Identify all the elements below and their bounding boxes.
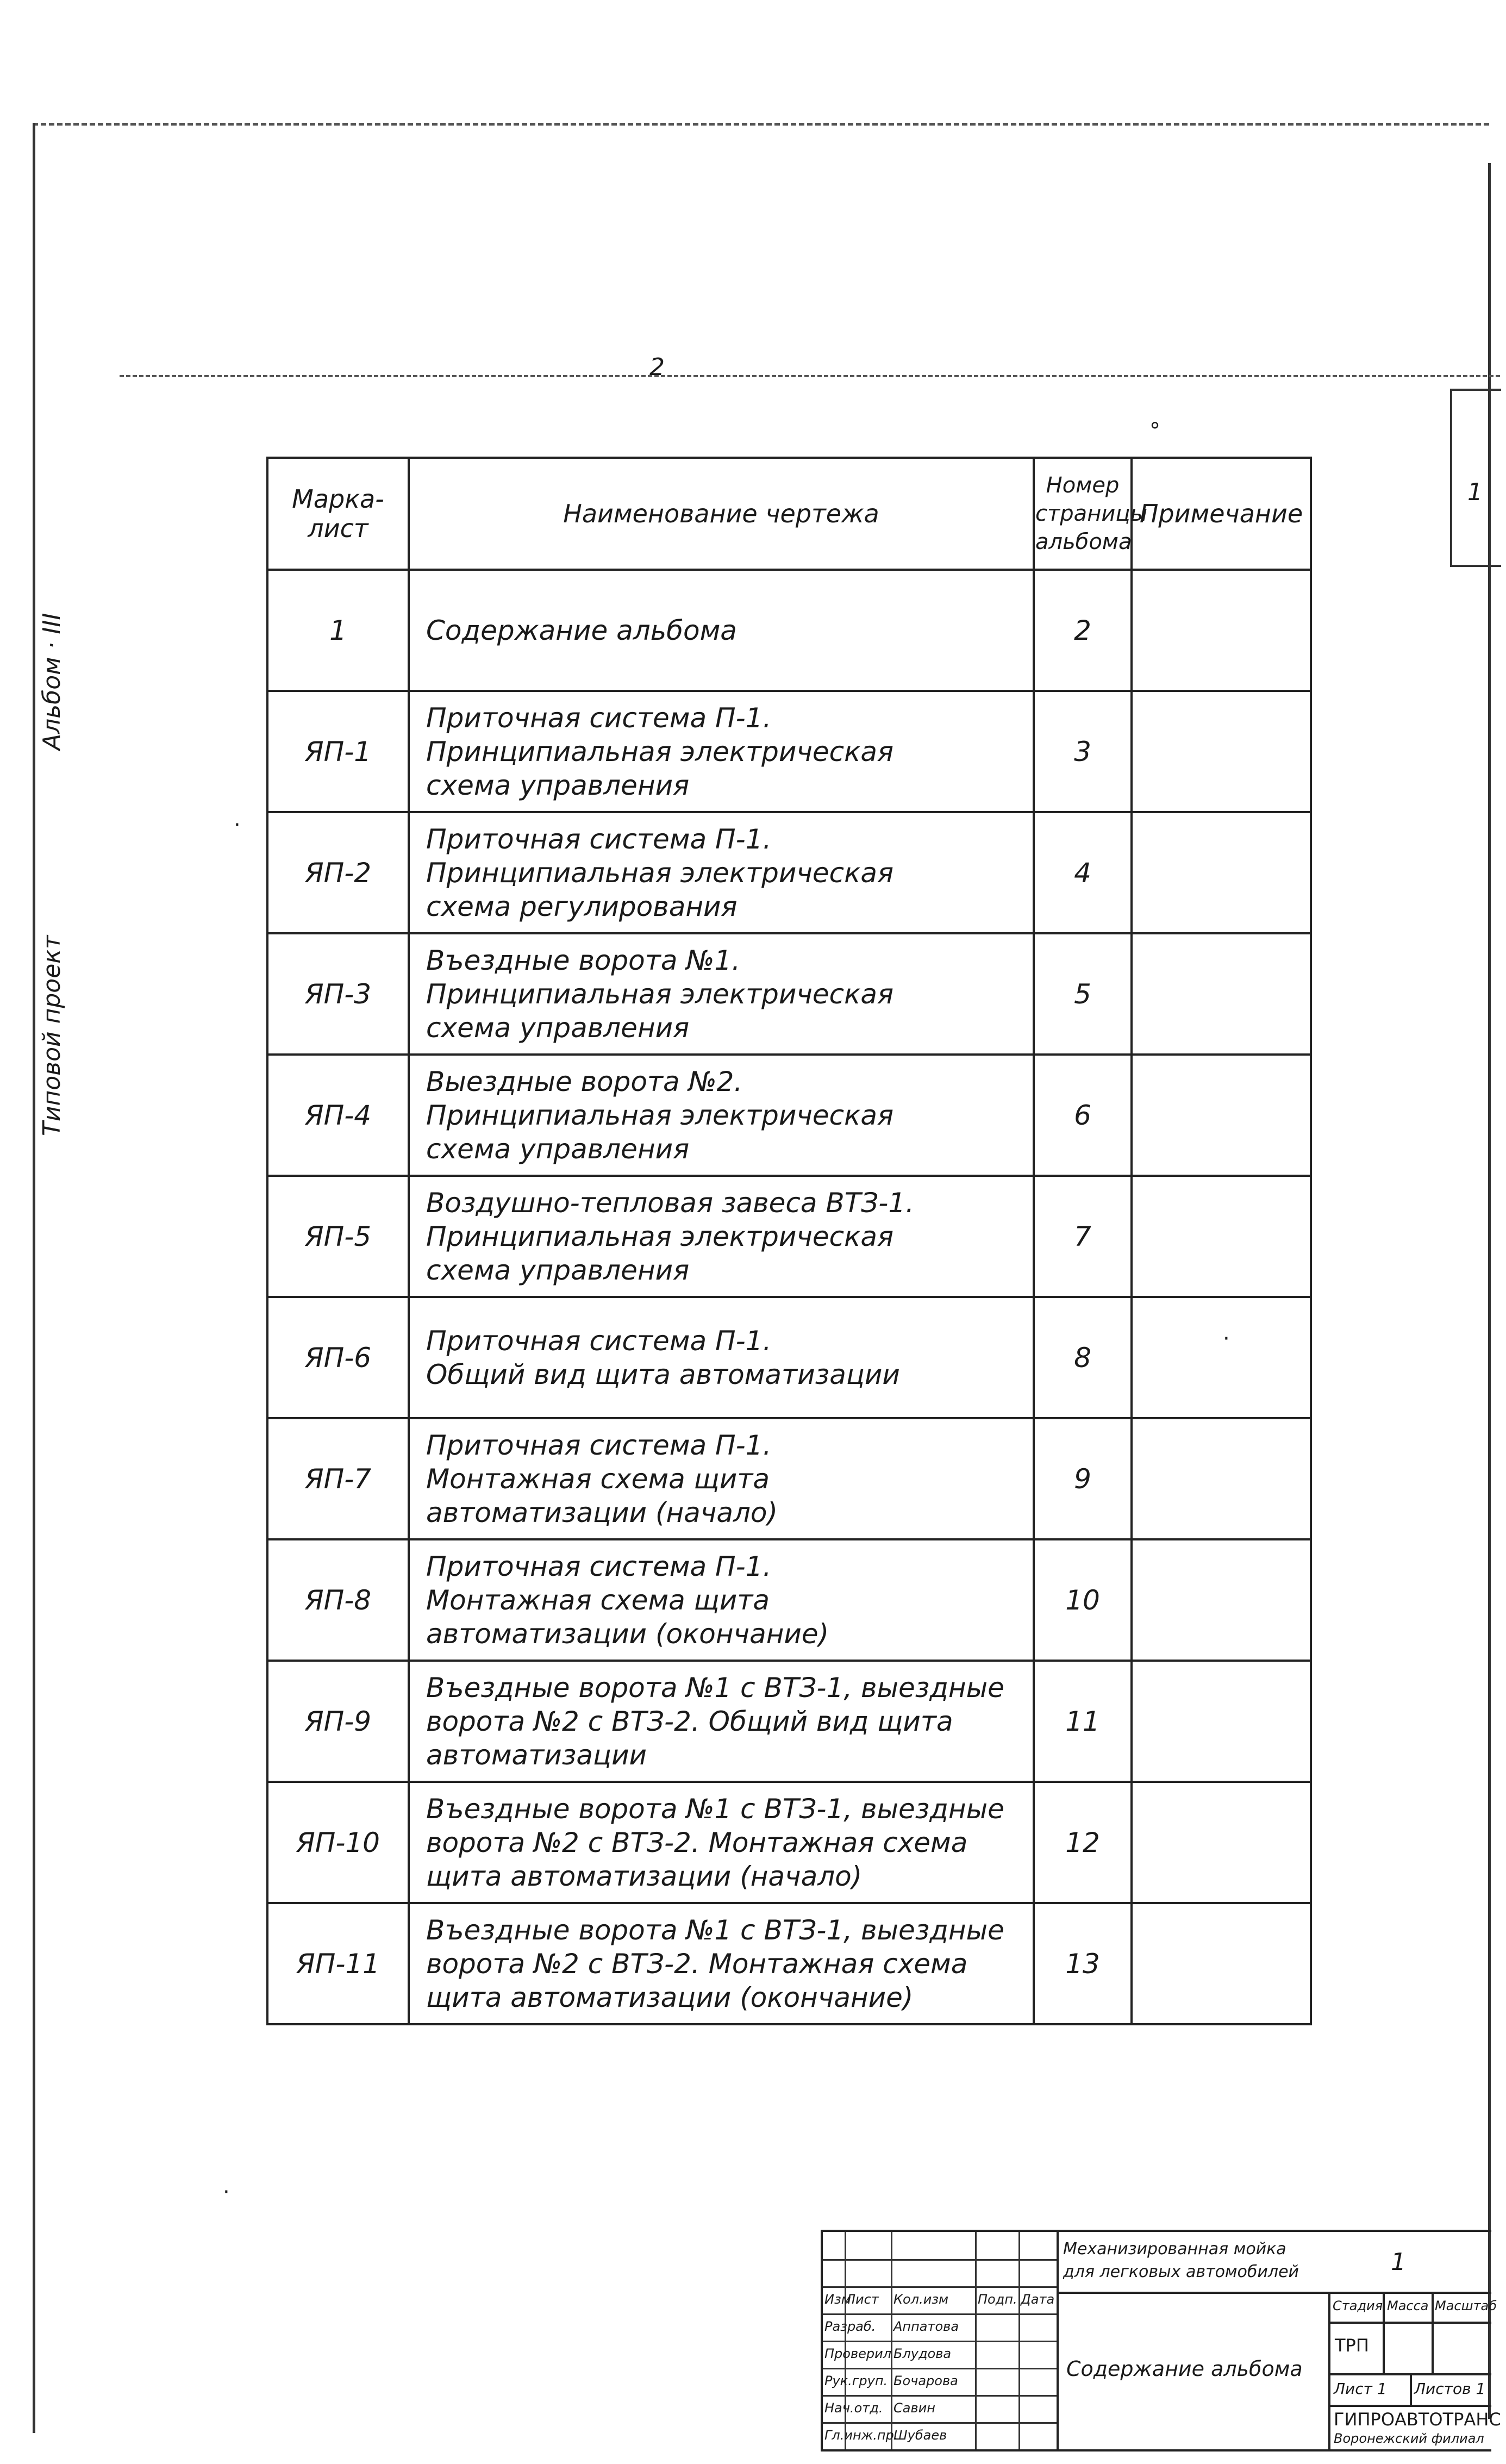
- album-page-number: 5: [1034, 933, 1132, 1055]
- note-cell: [1132, 570, 1311, 691]
- corner-box: [1450, 389, 1501, 567]
- grid-header-count: Кол.изм: [893, 2292, 949, 2307]
- drawing-name-line: Монтажная схема щита: [426, 1584, 770, 1616]
- drawing-name-line: щита автоматизации (начало): [426, 1860, 863, 1892]
- sheet-title: Содержание альбома: [1066, 2357, 1303, 2381]
- album-page-number: 2: [1034, 570, 1132, 691]
- person-name: Блудова: [893, 2346, 952, 2361]
- note-cell: [1132, 1297, 1311, 1418]
- corner-mark: 1: [1467, 478, 1483, 506]
- frame-top-dashed-line: [33, 123, 1489, 126]
- scale-label: Масштаб: [1435, 2298, 1497, 2313]
- note-cell: [1132, 1055, 1311, 1176]
- drawing-name-line: Въездные ворота №1.: [426, 944, 741, 976]
- drawing-name-line: автоматизации: [426, 1739, 647, 1771]
- contents-table: [266, 457, 1312, 2025]
- page-number: 2: [649, 353, 665, 381]
- drawing-name-line: Принципиальная электрическая: [426, 857, 894, 889]
- drawing-code: ЯП-8: [267, 1539, 409, 1661]
- table-row: [267, 570, 1311, 691]
- person-name: Шубаев: [893, 2428, 947, 2443]
- drawing-name-line: Приточная система П-1.: [426, 1325, 772, 1357]
- drawing-name-line: Выездные ворота №2.: [426, 1065, 743, 1097]
- grid-header-date: Дата: [1021, 2292, 1055, 2307]
- speck-dot: ·: [1223, 1326, 1230, 1351]
- drawing-name: [409, 1903, 1034, 2024]
- drawing-name: [409, 1539, 1034, 1661]
- note-cell: [1132, 1176, 1311, 1297]
- note-cell: [1132, 1903, 1311, 2024]
- table-row: [267, 1055, 1311, 1176]
- drawing-code: ЯП-9: [267, 1661, 409, 1782]
- album-page-number: 12: [1034, 1782, 1132, 1903]
- header-dashed-line: [120, 375, 1500, 377]
- drawing-name: [409, 570, 1034, 691]
- drawing-name: [409, 1055, 1034, 1176]
- album-number: 1: [1391, 2248, 1406, 2276]
- grid-header-list: Лист: [846, 2292, 879, 2307]
- table-row: [267, 812, 1311, 933]
- header-page: Номер страницы альбома: [1034, 458, 1132, 570]
- table-header-row: [267, 458, 1311, 570]
- drawing-name-line: Принципиальная электрическая: [426, 1099, 894, 1131]
- frame-left-line: [33, 123, 35, 2433]
- drawing-name-line: Принципиальная электрическая: [426, 1220, 894, 1252]
- note-cell: [1132, 1661, 1311, 1782]
- stage-label: Стадия: [1333, 2298, 1383, 2313]
- drawing-name-line: автоматизации (окончание): [426, 1618, 829, 1650]
- speck-dot: °: [1149, 419, 1160, 444]
- drawing-code: ЯП-6: [267, 1297, 409, 1418]
- title-block-signature-grid: [823, 2232, 1059, 2449]
- drawing-name-line: ворота №2 с ВТЗ-2. Монтажная схема: [426, 1826, 968, 1858]
- note-cell: [1132, 812, 1311, 933]
- title-block: [821, 2230, 1501, 2451]
- drawing-code: ЯП-7: [267, 1418, 409, 1539]
- person-role: Рук.груп.: [824, 2373, 888, 2388]
- drawing-name-line: Воздушно-тепловая завеса ВТЗ-1.: [426, 1187, 915, 1219]
- album-page-number: 6: [1034, 1055, 1132, 1176]
- album-page-number: 7: [1034, 1176, 1132, 1297]
- table-row: [267, 1782, 1311, 1903]
- drawing-code: ЯП-2: [267, 812, 409, 933]
- drawing-name-line: схема управления: [426, 1254, 690, 1286]
- speck-dot: ·: [223, 2180, 230, 2205]
- drawing-name-line: Монтажная схема щита: [426, 1463, 770, 1495]
- drawing-code: ЯП-11: [267, 1903, 409, 2024]
- table-row: [267, 1297, 1311, 1418]
- drawing-name-line: Приточная система П-1.: [426, 823, 772, 855]
- album-page-number: 10: [1034, 1539, 1132, 1661]
- drawing-name: [409, 1782, 1034, 1903]
- person-role: Нач.отд.: [824, 2400, 883, 2416]
- drawing-code: 1: [267, 570, 409, 691]
- person-name: Савин: [893, 2400, 935, 2416]
- drawing-code: ЯП-1: [267, 691, 409, 812]
- drawing-name: [409, 691, 1034, 812]
- album-page-number: 11: [1034, 1661, 1132, 1782]
- project-title-line-1: Механизированная мойка: [1063, 2240, 1286, 2259]
- note-cell: [1132, 1539, 1311, 1661]
- drawing-name-line: Приточная система П-1.: [426, 1429, 772, 1461]
- drawing-name-line: Приточная система П-1.: [426, 702, 772, 734]
- drawing-name-line: Въездные ворота №1 с ВТЗ-1, выездные: [426, 1793, 1004, 1825]
- drawing-name-line: автоматизации (начало): [426, 1496, 778, 1529]
- drawing-code: ЯП-10: [267, 1782, 409, 1903]
- table-row: [267, 1418, 1311, 1539]
- album-page-number: 8: [1034, 1297, 1132, 1418]
- drawing-name: [409, 1418, 1034, 1539]
- drawing-name-line: Содержание альбома: [426, 614, 737, 646]
- speck-dot: ·: [234, 813, 241, 838]
- project-title-line-2: для легковых автомобилей: [1063, 2262, 1299, 2281]
- drawing-name: [409, 933, 1034, 1055]
- mass-label: Масса: [1387, 2298, 1429, 2313]
- drawing-name-line: ворота №2 с ВТЗ-2. Монтажная схема: [426, 1948, 968, 1980]
- drawing-name: [409, 1176, 1034, 1297]
- drawing-name-line: Въездные ворота №1 с ВТЗ-1, выездные: [426, 1671, 1004, 1704]
- drawing-name-line: ворота №2 с ВТЗ-2. Общий вид щита: [426, 1705, 953, 1737]
- person-role: Разраб.: [824, 2319, 876, 2334]
- person-name: Аппатова: [893, 2319, 959, 2334]
- drawing-name-line: щита автоматизации (окончание): [426, 1981, 914, 2013]
- header-name: Наименование чертежа: [409, 458, 1034, 570]
- note-cell: [1132, 933, 1311, 1055]
- header-code: Марка-лист: [267, 458, 409, 570]
- table-row: [267, 1539, 1311, 1661]
- note-cell: [1132, 1782, 1311, 1903]
- drawing-name-line: Принципиальная электрическая: [426, 735, 894, 768]
- drawing-code: ЯП-5: [267, 1176, 409, 1297]
- drawing-name: [409, 812, 1034, 933]
- note-cell: [1132, 1418, 1311, 1539]
- person-role: Проверил: [824, 2346, 892, 2361]
- drawing-name-line: схема регулирования: [426, 890, 738, 922]
- album-page-number: 13: [1034, 1903, 1132, 2024]
- table-row: [267, 933, 1311, 1055]
- stage-value: ТРП: [1335, 2335, 1369, 2356]
- person-role: Гл.инж.пр.: [824, 2428, 898, 2443]
- drawing-code: ЯП-4: [267, 1055, 409, 1176]
- drawing-name: [409, 1297, 1034, 1418]
- sheets-total: Листов 1: [1414, 2380, 1486, 2398]
- header-note: Примечание: [1132, 458, 1311, 570]
- side-album-label: Альбом · III: [38, 613, 66, 750]
- grid-header-izm: Изм: [824, 2292, 851, 2307]
- drawing-name-line: схема управления: [426, 1133, 690, 1165]
- album-page-number: 9: [1034, 1418, 1132, 1539]
- table-row: [267, 691, 1311, 812]
- table-row: [267, 1661, 1311, 1782]
- drawing-code: ЯП-3: [267, 933, 409, 1055]
- table-row: [267, 1176, 1311, 1297]
- table-row: [267, 1903, 1311, 2024]
- drawing-name-line: Общий вид щита автоматизации: [426, 1358, 900, 1390]
- grid-header-sign: Подп.: [978, 2292, 1017, 2307]
- drawing-name-line: Принципиальная электрическая: [426, 978, 894, 1010]
- drawing-name-line: схема управления: [426, 1012, 690, 1044]
- album-page-number: 3: [1034, 691, 1132, 812]
- drawing-name-line: схема управления: [426, 769, 690, 801]
- side-project-label: Типовой проект: [38, 935, 66, 1136]
- drawing-name: [409, 1661, 1034, 1782]
- person-name: Бочарова: [893, 2373, 958, 2388]
- sheet-number: Лист 1: [1334, 2380, 1387, 2398]
- organization-branch: Воронежский филиал: [1334, 2431, 1484, 2446]
- album-page-number: 4: [1034, 812, 1132, 933]
- drawing-name-line: Въездные ворота №1 с ВТЗ-1, выездные: [426, 1914, 1004, 1946]
- drawing-name-line: Приточная система П-1.: [426, 1550, 772, 1582]
- organization-name: ГИПРОАВТОТРАНС: [1334, 2409, 1501, 2430]
- note-cell: [1132, 691, 1311, 812]
